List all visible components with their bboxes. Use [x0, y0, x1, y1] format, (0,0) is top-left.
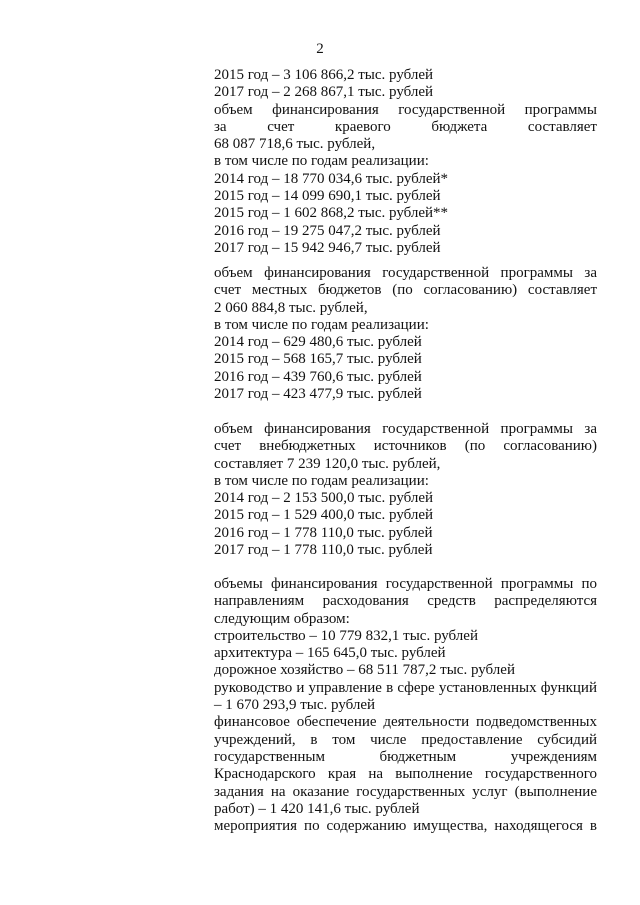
year-line: 2017 год – 1 778 110,0 тыс. рублей [214, 542, 433, 559]
direction-item: мероприятия по содержанию имущества, находящегося в [214, 818, 597, 835]
direction-item: дорожное хозяйство – 68 511 787,2 тыс. рублей [214, 662, 515, 679]
direction-item: работ) – 1 420 141,6 тыс. рублей [214, 800, 420, 817]
direction-item: задания на оказание государственных услуг (выполнение [214, 783, 597, 800]
paragraph-line: объем финансирования государственной программы за [214, 265, 597, 281]
paragraph-line: объем финансирования государственной программы [214, 101, 597, 118]
direction-item: строительство – 10 779 832,1 тыс. рублей [214, 627, 478, 644]
year-line: 2017 год – 423 477,9 тыс. рублей [214, 386, 422, 403]
page-number: 2 [316, 41, 324, 57]
paragraph-line: счет местных бюджетов (по согласованию) составляет [214, 282, 597, 299]
paragraph-line: за счет краевого бюджета составляет [214, 118, 597, 135]
direction-item: финансовое обеспечение деятельности подведомственных [214, 714, 597, 731]
direction-item: Краснодарского края на выполнение государственного [214, 766, 597, 783]
paragraph-line: следующим образом: [214, 610, 350, 627]
paragraph-line: в том числе по годам реализации: [214, 153, 429, 170]
year-line: 2015 год – 568 165,7 тыс. рублей [214, 351, 422, 368]
funding-block-offbudget [214, 421, 597, 559]
year-line: 2014 год – 629 480,6 тыс. рублей [214, 334, 422, 351]
paragraph-line: 68 087 718,6 тыс. рублей, [214, 136, 376, 153]
paragraph-line: составляет 7 239 120,0 тыс. рублей, [214, 455, 441, 472]
year-line: 2015 год – 1 602 868,2 тыс. рублей** [214, 205, 449, 222]
direction-item: архитектура – 165 645,0 тыс. рублей [214, 645, 446, 662]
direction-item: государственным бюджетным учреждениям [214, 748, 597, 765]
year-line: 2016 год – 439 760,6 тыс. рублей [214, 368, 422, 385]
year-line: 2015 год – 1 529 400,0 тыс. рублей [214, 507, 434, 524]
text-line: 2015 год – 3 106 866,2 тыс. рублей [214, 67, 434, 83]
paragraph-line: объемы финансирования государственной программы по [214, 576, 597, 592]
direction-item: руководство и управление в сфере установленных функций [214, 679, 597, 696]
paragraph-line: в том числе по годам реализации: [214, 472, 429, 489]
paragraph-line: объем финансирования государственной программы за [214, 421, 597, 437]
text-line: 2017 год – 2 268 867,1 тыс. рублей [214, 84, 434, 101]
year-line: 2015 год – 14 099 690,1 тыс. рублей [214, 188, 441, 205]
year-line: 2014 год – 2 153 500,0 тыс. рублей [214, 490, 434, 507]
paragraph-line: в том числе по годам реализации: [214, 316, 429, 333]
year-line: 2016 год – 19 275 047,2 тыс. рублей [214, 222, 441, 239]
funding-block-regional [214, 67, 597, 257]
year-line: 2017 год – 15 942 946,7 тыс. рублей [214, 239, 441, 256]
paragraph-line: направлениям расходования средств распределяются [214, 593, 597, 610]
direction-item: учреждений, в том числе предоставление субсидий [214, 731, 597, 748]
funding-block-local [214, 265, 597, 403]
paragraph-line: счет внебюджетных источников (по согласованию) [214, 438, 597, 455]
funding-block-directions [214, 576, 597, 835]
year-line: 2014 год – 18 770 034,6 тыс. рублей* [214, 170, 449, 187]
paragraph-line: 2 060 884,8 тыс. рублей, [214, 299, 368, 316]
direction-item: – 1 670 293,9 тыс. рублей [214, 697, 376, 714]
year-line: 2016 год – 1 778 110,0 тыс. рублей [214, 524, 433, 541]
